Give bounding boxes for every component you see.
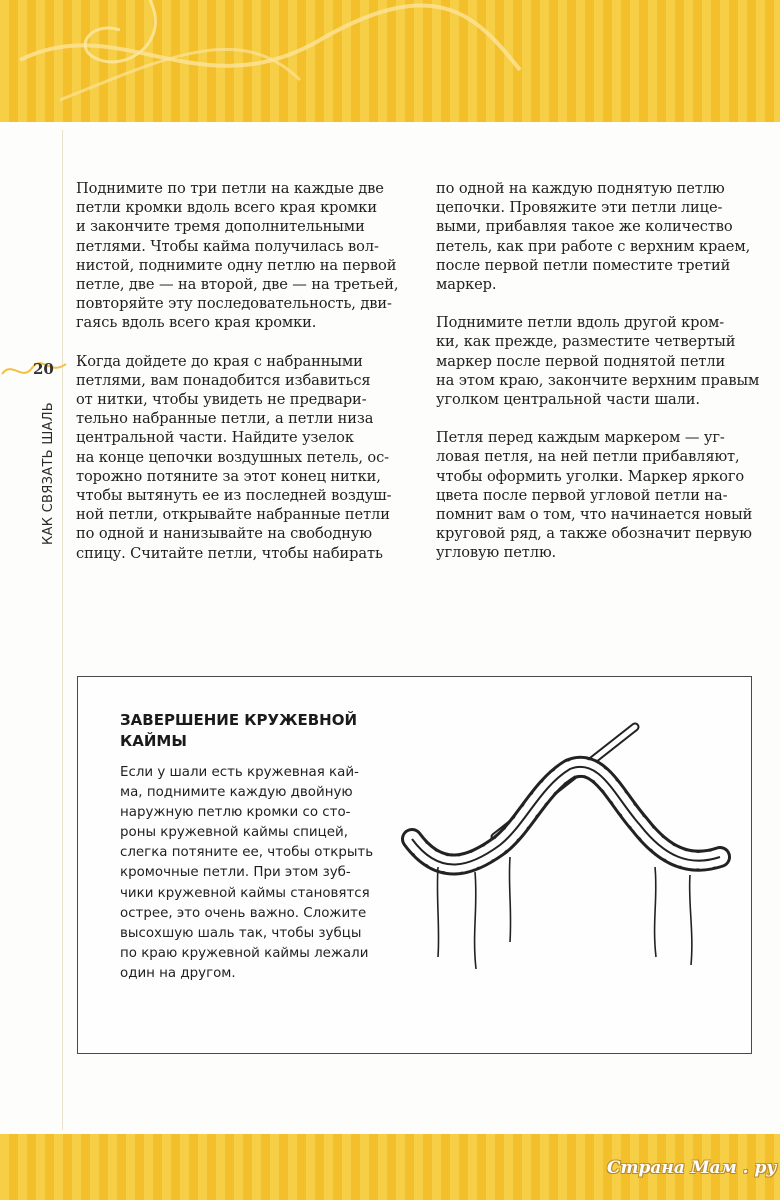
paragraph: Когда дойдете до края с набранными петлями, вам понадобится избавиться от нитки, чтобы увидеть не предвари- тельно набранные петли, а петли низа центральной части. Найдите узелок на конце цепочки воздушных петель, ос- торожно потяните за этот конец нитки, чтобы вытянуть ее из последней воздуш- ной петли, открывайте набранные петли по одной и нанизывайте на свободную спицу. Считайте петли, чтобы набирать [76,352,392,562]
top-decorative-band [0,0,780,122]
knitting-needle-illustration-icon [400,707,740,977]
paragraph: по одной на каждую поднятую петлю цепочки. Провяжите эти петли лице- выми, прибавляя такое же количество петель, как при работе с верхним краем, после первой петли поместите третий маркер. [436,180,751,294]
left-text-column [76,179,406,582]
margin-rule [62,130,63,1130]
right-text-column [436,179,766,582]
tip-box-title: ЗАВЕРШЕНИЕ КРУЖЕВНОЙ КАЙМЫ [120,711,358,750]
paragraph: Поднимите петли вдоль другой кром- ки, как прежде, разместите четвертый маркер после первой поднятой петли на этом краю, закончите верхним правым уголком центральной части шали. [436,314,760,409]
swirl-ornament-icon [0,0,780,122]
paragraph: Петля перед каждым маркером — уг- ловая петля, на ней петли прибавляют, чтобы оформить уголки. Маркер яркого цвета после первой угловой петли на- помнит вам о том, что начинается новый круговой ряд, а также обозначит первую угловую петлю. [436,429,753,562]
section-title-vertical: КАК СВЯЗАТЬ ШАЛЬ [41,401,56,545]
paragraph: Поднимите по три петли на каждые две петли кромки вдоль всего края кромки и закончите тремя дополнительными петлями. Чтобы кайма получилась вол- нистой, поднимите одну петлю на первой петле, две — на второй, две — на третьей, повторяйте эту последовательность, дви- гаясь вдоль всего края кромки. [76,180,399,332]
tip-box [77,676,752,1054]
site-watermark: Страна Мам . ру [607,1158,777,1178]
tip-box-text: Если у шали есть кружевная кай- ма, поднимите каждую двойную наружную петлю кромки со сто- роны кружевной каймы спицей, слегка потяните ее, чтобы открыть кромочные петли. При этом зуб- чики кружевной каймы становятся острее, это очень важно. Сложите высохшую шаль так, чтобы зубцы по краю кружевной каймы лежали один на другом. [120,765,374,981]
page-number: 20 [33,360,54,378]
